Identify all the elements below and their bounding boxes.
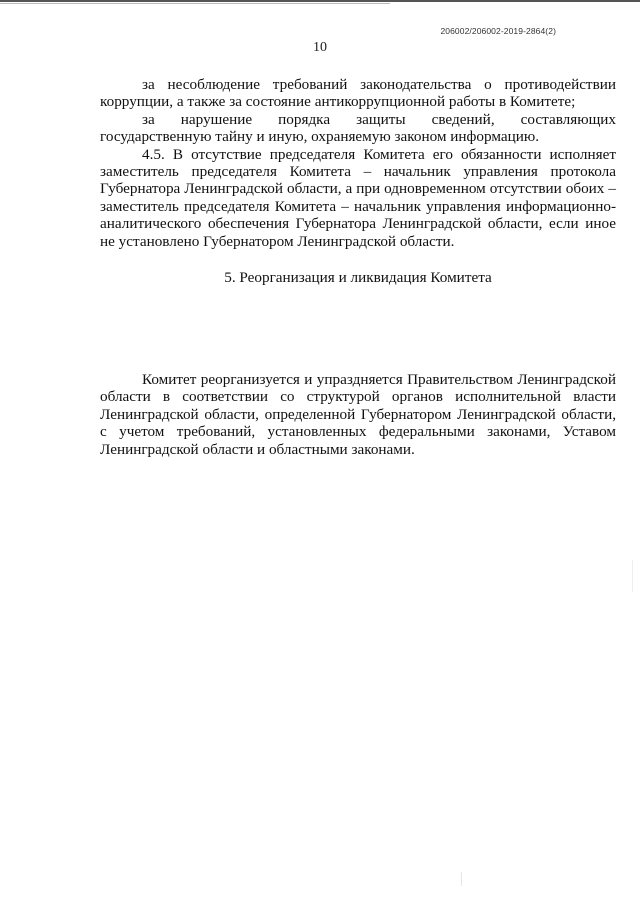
paragraph-secrecy-responsibility: за нарушение порядка защиты сведений, составляющих государственную тайну и иную, охраняемую законом информацию. bbox=[100, 110, 616, 146]
section-5-body bbox=[100, 371, 616, 458]
section-4-continuation bbox=[100, 76, 616, 250]
paragraph-reorganization: Комитет реорганизуется и упраздняется Правительством Ленинградской области в соответствии со структурой органов исполнительной власти Ленинградской области, определенной Губернатором Ленинградской области, с учетом требований, установленных федеральными законами, Уставом Ленинградской области и областными законами. bbox=[100, 371, 616, 458]
page-number: 10 bbox=[313, 40, 327, 55]
paragraph-corruption-responsibility: за несоблюдение требований законодательства о противодействии коррупции, а также за состояние антикоррупционной работы в Комитете; bbox=[100, 76, 616, 111]
document-id: 206002/206002-2019-2864(2) bbox=[440, 26, 556, 36]
section-heading: 5. Реорганизация и ликвидация Комитета bbox=[224, 269, 492, 286]
paragraph-4-5-deputy: 4.5. В отсутствие председателя Комитета его обязанности исполняет заместитель председателя Комитета – начальник управления протокола Губернатора Ленинградской области, а при одновременном отсутствии обоих – заместитель председателя Комитета – начальник управления информационно-аналитического обеспечения Губернатора Ленинградской области, если иное не установлено Губернатором Ленинградской области. bbox=[100, 145, 616, 250]
top-border-line bbox=[0, 0, 640, 2]
scan-artifact bbox=[461, 872, 462, 886]
top-border-shadow bbox=[0, 3, 390, 4]
scan-artifact bbox=[632, 560, 633, 592]
